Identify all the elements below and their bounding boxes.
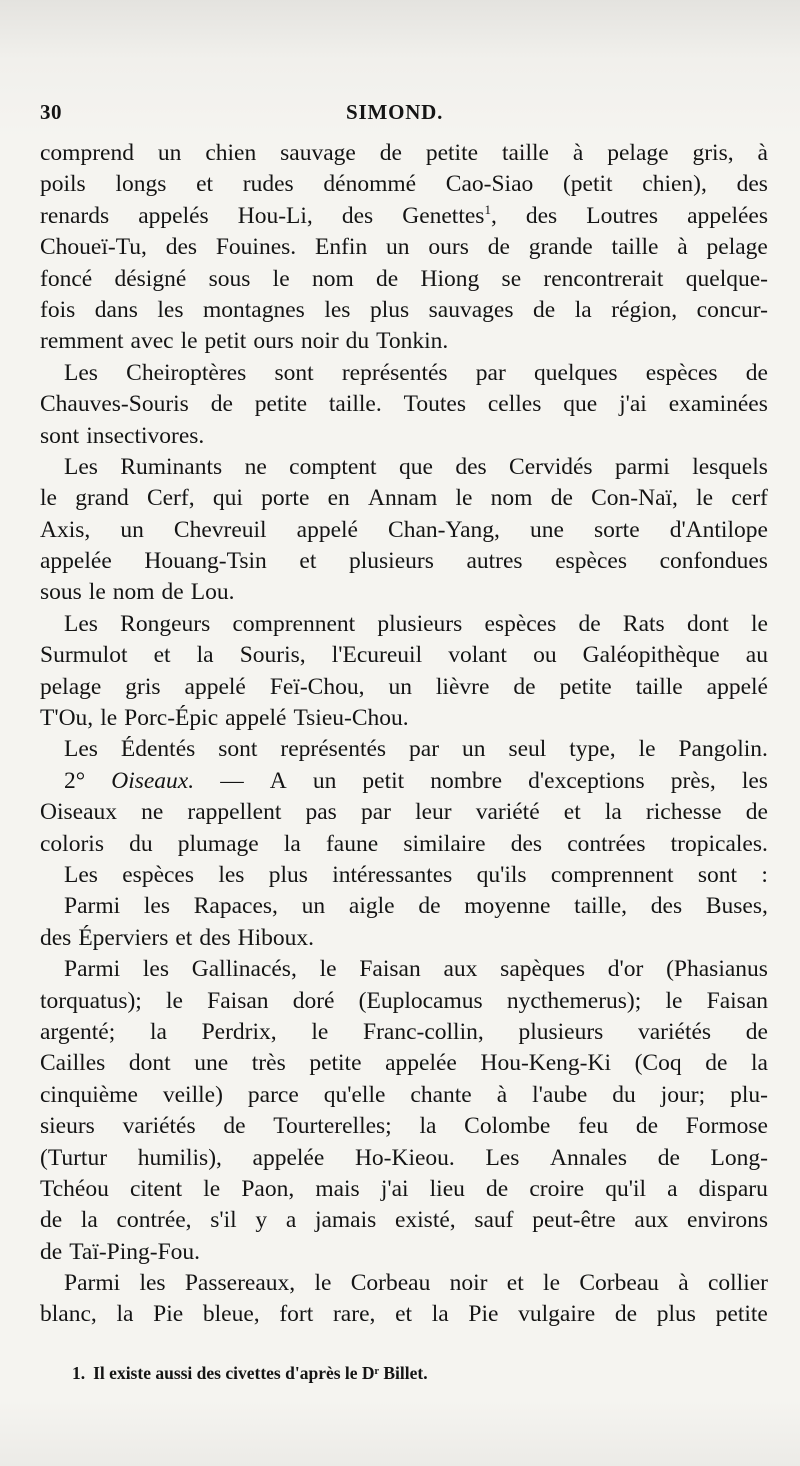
text-line: Les Rongeurs comprennent plusieurs espèces de Rats dont le (64, 610, 768, 637)
text-line: Les Édentés sont représentés par un seul type, le Pangolin. (64, 736, 768, 763)
text-line: des Éperviers et des Hiboux. (40, 924, 315, 951)
text-line: Parmi les Passereaux, le Corbeau noir et le Corbeau à collier (64, 1270, 768, 1297)
text-line: appelée Houang-Tsin et plusieurs autres espèces confondues (40, 548, 768, 575)
text-line: Parmi les Rapaces, un aigle de moyenne taille, des Buses, (64, 893, 768, 920)
text-line: torquatus); le Faisan doré (Euplocamus nycthemerus); le Faisan (40, 987, 768, 1014)
text-line: argenté; la Perdrix, le Franc-collin, plusieurs variétés de (40, 1018, 768, 1045)
text-line: Surmulot et la Souris, l'Ecureuil volant ou Galéopithèque au (40, 642, 768, 669)
text-line: Parmi les Gallinacés, le Faisan aux sapèques d'or (Phasianus (64, 956, 768, 983)
text-line: Tchéou citent le Paon, mais j'ai lieu de croire qu'il a disparu (40, 1175, 768, 1202)
text-line: poils longs et rudes dénommé Cao-Siao (petit chien), des (40, 171, 768, 198)
text-line: comprend un chien sauvage de petite taille à pelage gris, à (40, 140, 768, 166)
text-line: Cailles dont une très petite appelée Hou-Keng-Ki (Coq de la (40, 1050, 768, 1077)
text-line: Choueï-Tu, des Fouines. Enfin un ours de grande taille à pelage (40, 234, 768, 261)
text-line: blanc, la Pie bleue, fort rare, et la Pie vulgaire de plus petite (40, 1301, 768, 1328)
footnote-marker: 1. (72, 1363, 86, 1383)
text-line: Axis, un Chevreuil appelé Chan-Yang, une sorte d'Antilope (40, 516, 768, 543)
footnote-text: Il existe aussi des civettes d'après le Dʳ Billet. (93, 1363, 428, 1383)
running-head: SIMOND. (346, 100, 444, 124)
page-number: 30 (40, 100, 62, 124)
text-line: cinquième veille) parce qu'elle chante à l'aube du jour; plu- (40, 1081, 768, 1108)
text-line: sieurs variétés de Tourterelles; la Colombe feu de Formose (40, 1113, 768, 1140)
text-line: coloris du plumage la faune similaire des contrées tropicales. (40, 830, 768, 857)
text-line: foncé désigné sous le nom de Hiong se rencontrerait quelque- (40, 265, 768, 292)
body-text (40, 138, 768, 1331)
text-line: Oiseaux ne rappellent pas par leur variété et la richesse de (40, 799, 768, 826)
text-line: Chauves-Souris de petite taille. Toutes celles que j'ai examinées (40, 391, 768, 418)
text-line: sont insectivores. (40, 422, 205, 449)
footnote (72, 1363, 428, 1384)
text-line: Les Ruminants ne comptent que des Cervidés parmi lesquels (64, 453, 768, 480)
text-line: de la contrée, s'il y a jamais existé, sauf peut-être aux environs (40, 1207, 768, 1234)
text-line: pelage gris appelé Feï-Chou, un lièvre de petite taille appelé (40, 673, 768, 700)
text-line: Les Cheiroptères sont représentés par quelques espèces de (64, 359, 768, 386)
text-line: (Turtur humilis), appelée Ho-Kieou. Les Annales de Long- (40, 1144, 768, 1171)
text-line: fois dans les montagnes les plus sauvages de la région, concur- (40, 296, 768, 323)
text-line: sous le nom de Lou. (40, 579, 235, 606)
text-line: remment avec le petit ours noir du Tonkin. (40, 328, 449, 355)
text-line: 2° Oiseaux. — A un petit nombre d'exceptions près, les (64, 767, 768, 794)
text-line: renards appelés Hou-Li, des Genettes$^1$, des Loutres appelées (40, 201, 768, 229)
text-line: T'Ou, le Porc-Épic appelé Tsieu-Chou. (40, 705, 409, 732)
text-line: Les espèces les plus intéressantes qu'ils comprennent sont : (64, 861, 768, 888)
text-line: de Taï-Ping-Fou. (40, 1238, 201, 1265)
text-line: le grand Cerf, qui porte en Annam le nom de Con-Naï, le cerf (40, 485, 768, 512)
